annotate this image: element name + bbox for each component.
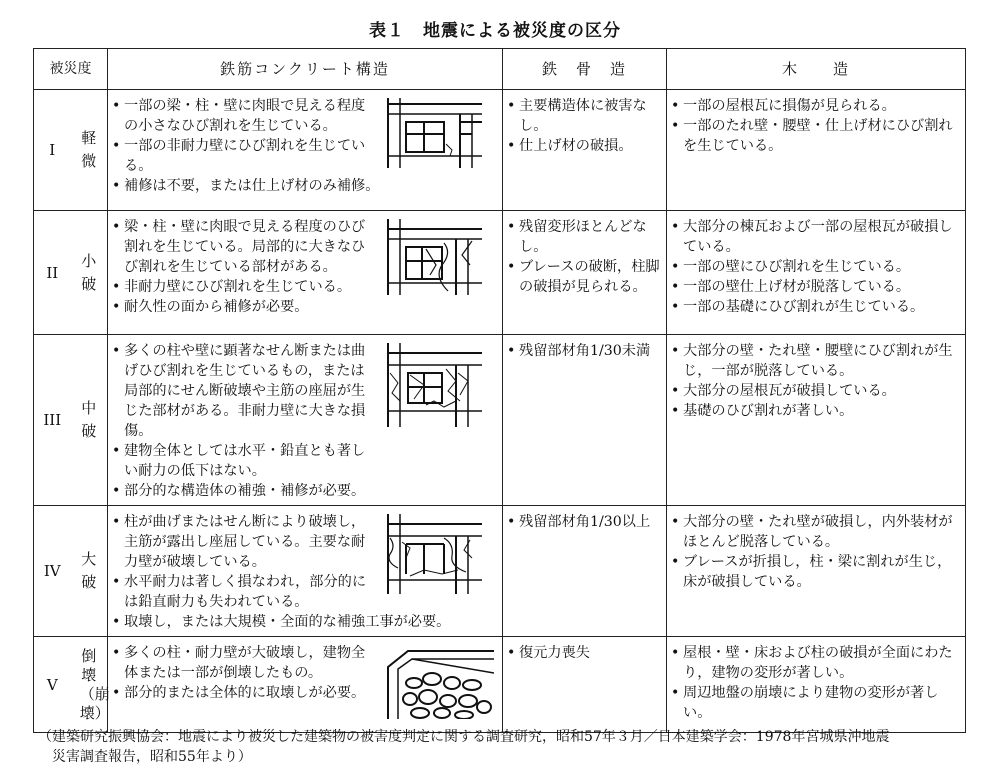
- list-item: • 柱が曲げまたはせん断により破壊し，主筋が露出し座屈している。主要な耐力壁が破壊している。: [108, 512, 378, 572]
- steel-cell: [503, 90, 667, 211]
- list-item: • 部分的または全体的に取壊しが必要。: [108, 683, 378, 703]
- list-item: • ブレースが折損し，柱・梁に割れが生じ，床が破損している。: [667, 552, 961, 592]
- header-wood: 木 造: [667, 49, 966, 90]
- list-item: • 残留部材角1/30未満: [503, 341, 662, 361]
- row-name: 軽微: [71, 90, 108, 211]
- row-name: 小破: [71, 211, 108, 335]
- list-item: • 周辺地盤の崩壊により建物の変形が著しい。: [667, 683, 961, 723]
- header-steel: 鉄 骨 造: [503, 49, 667, 90]
- damage-sketch-1: [386, 98, 482, 168]
- list-item: • 水平耐力は著しく損なわれ，部分的には鉛直耐力も失われている。: [108, 572, 378, 612]
- list-item: • 大部分の壁・たれ壁が破損し，内外装材がほとんど脱落している。: [667, 512, 961, 552]
- list-item: • 一部の梁・柱・壁に肉眼で見える程度の小さなひび割れを生じている。: [108, 96, 378, 136]
- rc-cell: [108, 637, 503, 733]
- list-item: • 一部のたれ壁・腰壁・仕上げ材にひび割れを生じている。: [667, 116, 961, 156]
- list-item: • 大部分の棟瓦および一部の屋根瓦が破損している。: [667, 217, 961, 257]
- rc-cell: [108, 90, 503, 211]
- damage-sketch-5: [384, 645, 494, 719]
- list-item: • 多くの柱や壁に顕著なせん断または曲げひび割れを生じているもの，または局部的にせん断破壊や主筋の座屈が生じた部材がある。非耐力壁に大きな損傷。: [108, 341, 378, 441]
- table-title: 表１ 地震による被災度の区分: [369, 21, 621, 41]
- list-item: • 梁・柱・壁に肉眼で見える程度のひび割れを生じている。局部的に大きなひび割れを生じている部材がある。: [108, 217, 378, 277]
- row-name: 倒壊（崩壊）: [71, 637, 108, 733]
- list-item: • 建物全体としては水平・鉛直とも著しい耐力の低下はない。: [108, 441, 378, 481]
- table-row: [34, 90, 966, 211]
- list-item: • 補修は不要，または仕上げ材のみ補修。: [108, 176, 378, 196]
- list-item: • 一部の壁仕上げ材が脱落している。: [667, 277, 961, 297]
- wood-cell: [667, 211, 966, 335]
- table-row: [34, 335, 966, 506]
- rc-cell: [108, 211, 503, 335]
- table-row: [34, 506, 966, 637]
- list-item: • 一部の壁にひび割れを生じている。: [667, 257, 961, 277]
- source-line: 災害調査報告，昭和55年より）: [38, 749, 252, 765]
- steel-cell: [503, 506, 667, 637]
- table-row: [34, 637, 966, 733]
- wood-cell: [667, 90, 966, 211]
- source-note: [38, 727, 958, 767]
- steel-cell: [503, 335, 667, 506]
- rc-cell: [108, 506, 503, 637]
- list-item: • 部分的な構造体の補強・補修が必要。: [108, 481, 378, 501]
- row-roman: III: [34, 335, 71, 506]
- wood-cell: [667, 335, 966, 506]
- list-item: • 残留部材角1/30以上: [503, 512, 662, 532]
- steel-cell: [503, 211, 667, 335]
- list-item: • 非耐力壁にひび割れを生じている。: [108, 277, 378, 297]
- list-item: • 仕上げ材の破損。: [503, 136, 662, 156]
- row-name: 大破: [71, 506, 108, 637]
- row-roman: I: [34, 90, 71, 211]
- list-item: • 一部の屋根瓦に損傷が見られる。: [667, 96, 961, 116]
- row-roman: V: [34, 637, 71, 733]
- damage-table: [33, 48, 966, 733]
- row-roman: IV: [34, 506, 71, 637]
- header-row: [34, 49, 966, 90]
- row-name: 中破: [71, 335, 108, 506]
- header-rc: 鉄筋コンクリート構造: [108, 49, 503, 90]
- list-item: • 屋根・壁・床および柱の破損が全面にわたり，建物の変形が著しい。: [667, 643, 961, 683]
- damage-sketch-4: [386, 514, 482, 594]
- list-item: • 主要構造体に被害なし。: [503, 96, 662, 136]
- steel-cell: [503, 637, 667, 733]
- source-line: （建築研究振興協会：地震により被災した建築物の被害度判定に関する調査研究，昭和57年３月／日本建築学会：1978年宮城県沖地震: [38, 729, 890, 745]
- damage-sketch-3: [386, 343, 482, 427]
- list-item: • 大部分の壁・たれ壁・腰壁にひび割れが生じ，一部が脱落している。: [667, 341, 961, 381]
- list-item: • 大部分の屋根瓦が破損している。: [667, 381, 961, 401]
- rc-cell: [108, 335, 503, 506]
- list-item: • 一部の基礎にひび割れが生じている。: [667, 297, 961, 317]
- wood-cell: [667, 506, 966, 637]
- table-row: [34, 211, 966, 335]
- list-item: • 取壊し，または大規模・全面的な補強工事が必要。: [108, 612, 378, 632]
- list-item: • 基礎のひび割れが著しい。: [667, 401, 961, 421]
- list-item: • 一部の非耐力壁にひび割れを生じている。: [108, 136, 378, 176]
- list-item: • 多くの柱・耐力壁が大破壊し，建物全体または一部が倒壊したもの。: [108, 643, 378, 683]
- header-degree: 被災度: [34, 49, 108, 90]
- list-item: • 復元力喪失: [503, 643, 662, 663]
- row-roman: II: [34, 211, 71, 335]
- list-item: • ブレースの破断，柱脚の破損が見られる。: [503, 257, 662, 297]
- wood-cell: [667, 637, 966, 733]
- list-item: • 残留変形ほとんどなし。: [503, 217, 662, 257]
- damage-sketch-2: [386, 219, 482, 295]
- list-item: • 耐久性の面から補修が必要。: [108, 297, 378, 317]
